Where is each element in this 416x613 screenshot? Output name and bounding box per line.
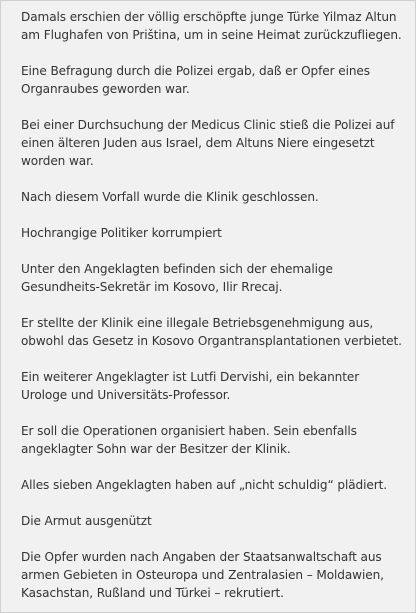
paragraph-9: Alles sieben Angeklagten haben auf „nicht schuldig“ plädiert. [21,478,387,492]
article-body [21,8,405,613]
paragraph-3: Bei einer Durchsuchung der Medicus Clinic stieß die Polizei auf einen älteren Juden aus Israel, dem Altuns Niere eingesetzt worden war. [21,118,395,168]
paragraph-10: Die Opfer wurden nach Angaben der Staatsanwaltschaft aus armen Gebieten in Osteuropa und Zentralasien – Moldawien, Kasachstan, Rußland und Türkei – rekrutiert. [21,550,384,600]
paragraph-7: Ein weiterer Angeklagter ist Lutfi Dervishi, ein bekannter Urologe und Universitäts-Professor. [21,370,360,402]
paragraph-1: Damals erschien der völlig erschöpfte junge Türke Yilmaz Altun am Flughafen von Priština, um in seine Heimat zurückzufliegen. [21,10,402,42]
section-heading-politicians: Hochrangige Politiker korrumpiert [21,226,222,240]
paragraph-2: Eine Befragung durch die Polizei ergab, daß er Opfer eines Organraubes geworden war. [21,64,370,96]
paragraph-8: Er soll die Operationen organisiert haben. Sein ebenfalls angeklagter Sohn war der Besitzer der Klinik. [21,424,357,456]
paragraph-5: Unter den Angeklagten befinden sich der ehemalige Gesundheits-Sekretär im Kosovo, Ilir Rrecaj. [21,262,333,294]
paragraph-6: Er stellte der Klinik eine illegale Betriebsgenehmigung aus, obwohl das Gesetz in Kosovo Organtransplantationen verbietet. [21,316,402,348]
paragraph-4: Nach diesem Vorfall wurde die Klinik geschlossen. [21,190,319,204]
section-heading-poverty: Die Armut ausgenützt [21,514,152,528]
